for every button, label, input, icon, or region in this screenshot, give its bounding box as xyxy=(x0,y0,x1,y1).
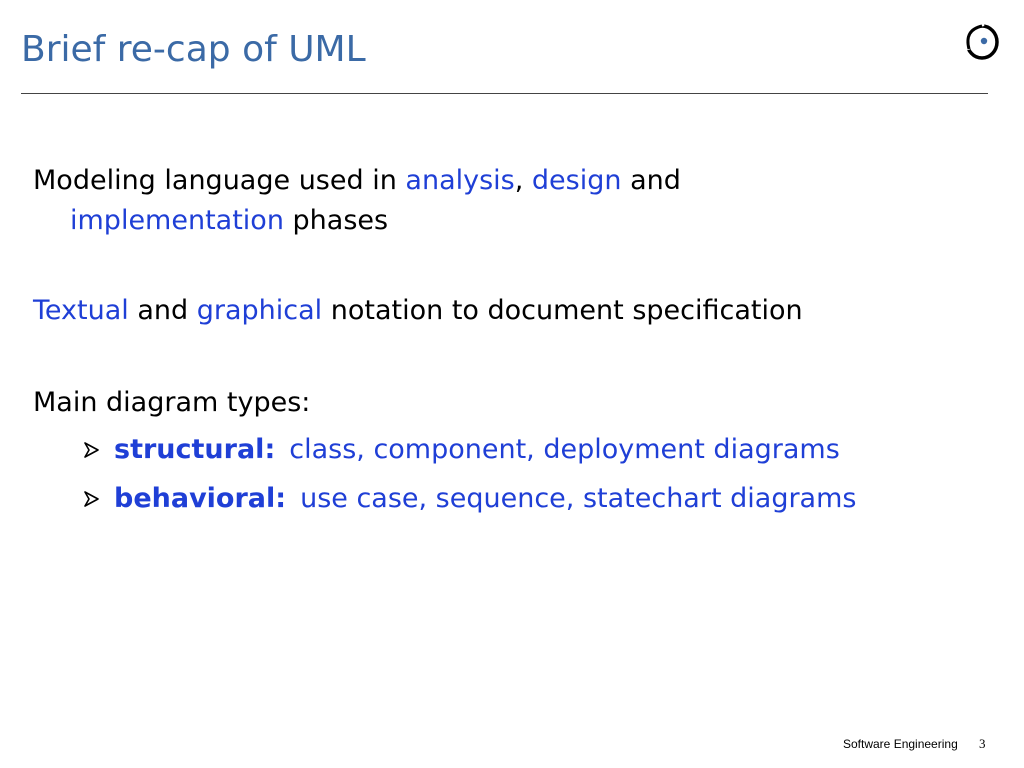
sub-point-key: behavioral: xyxy=(114,483,287,514)
highlight-implementation: implementation xyxy=(70,205,284,236)
arrowhead-bullet-icon xyxy=(84,490,100,508)
page-number: 3 xyxy=(979,736,986,751)
text-segment: and xyxy=(128,295,197,326)
point-diagram-types xyxy=(33,387,310,418)
text-segment: Modeling language used in xyxy=(33,165,406,196)
slide-title: Brief re-cap of UML xyxy=(21,29,366,70)
point-notation xyxy=(33,295,803,326)
text-segment: phases xyxy=(283,205,389,236)
title-divider xyxy=(21,93,988,94)
sub-point-structural xyxy=(84,434,840,465)
sub-point-value: use case, sequence, statechart diagrams xyxy=(300,483,857,514)
sub-point-behavioral xyxy=(84,483,856,514)
highlight-design: design xyxy=(531,165,622,196)
highlight-analysis: analysis xyxy=(405,165,515,196)
text-segment: and xyxy=(621,165,681,196)
text-segment: , xyxy=(514,165,532,196)
point-modeling-language xyxy=(33,165,681,196)
highlight-textual: Textual xyxy=(33,295,129,326)
arrowhead-bullet-icon xyxy=(84,441,100,459)
sub-point-value: class, component, deployment diagrams xyxy=(289,434,840,465)
highlight-graphical: graphical xyxy=(196,295,323,326)
text-segment: notation to document specification xyxy=(322,295,803,326)
text-segment: Main diagram types: xyxy=(33,387,311,418)
point-modeling-language-continued xyxy=(70,205,388,236)
eiffel-logo-icon xyxy=(960,20,1004,64)
footer-text: Software Engineering xyxy=(843,737,958,751)
sub-point-key: structural: xyxy=(114,434,276,465)
